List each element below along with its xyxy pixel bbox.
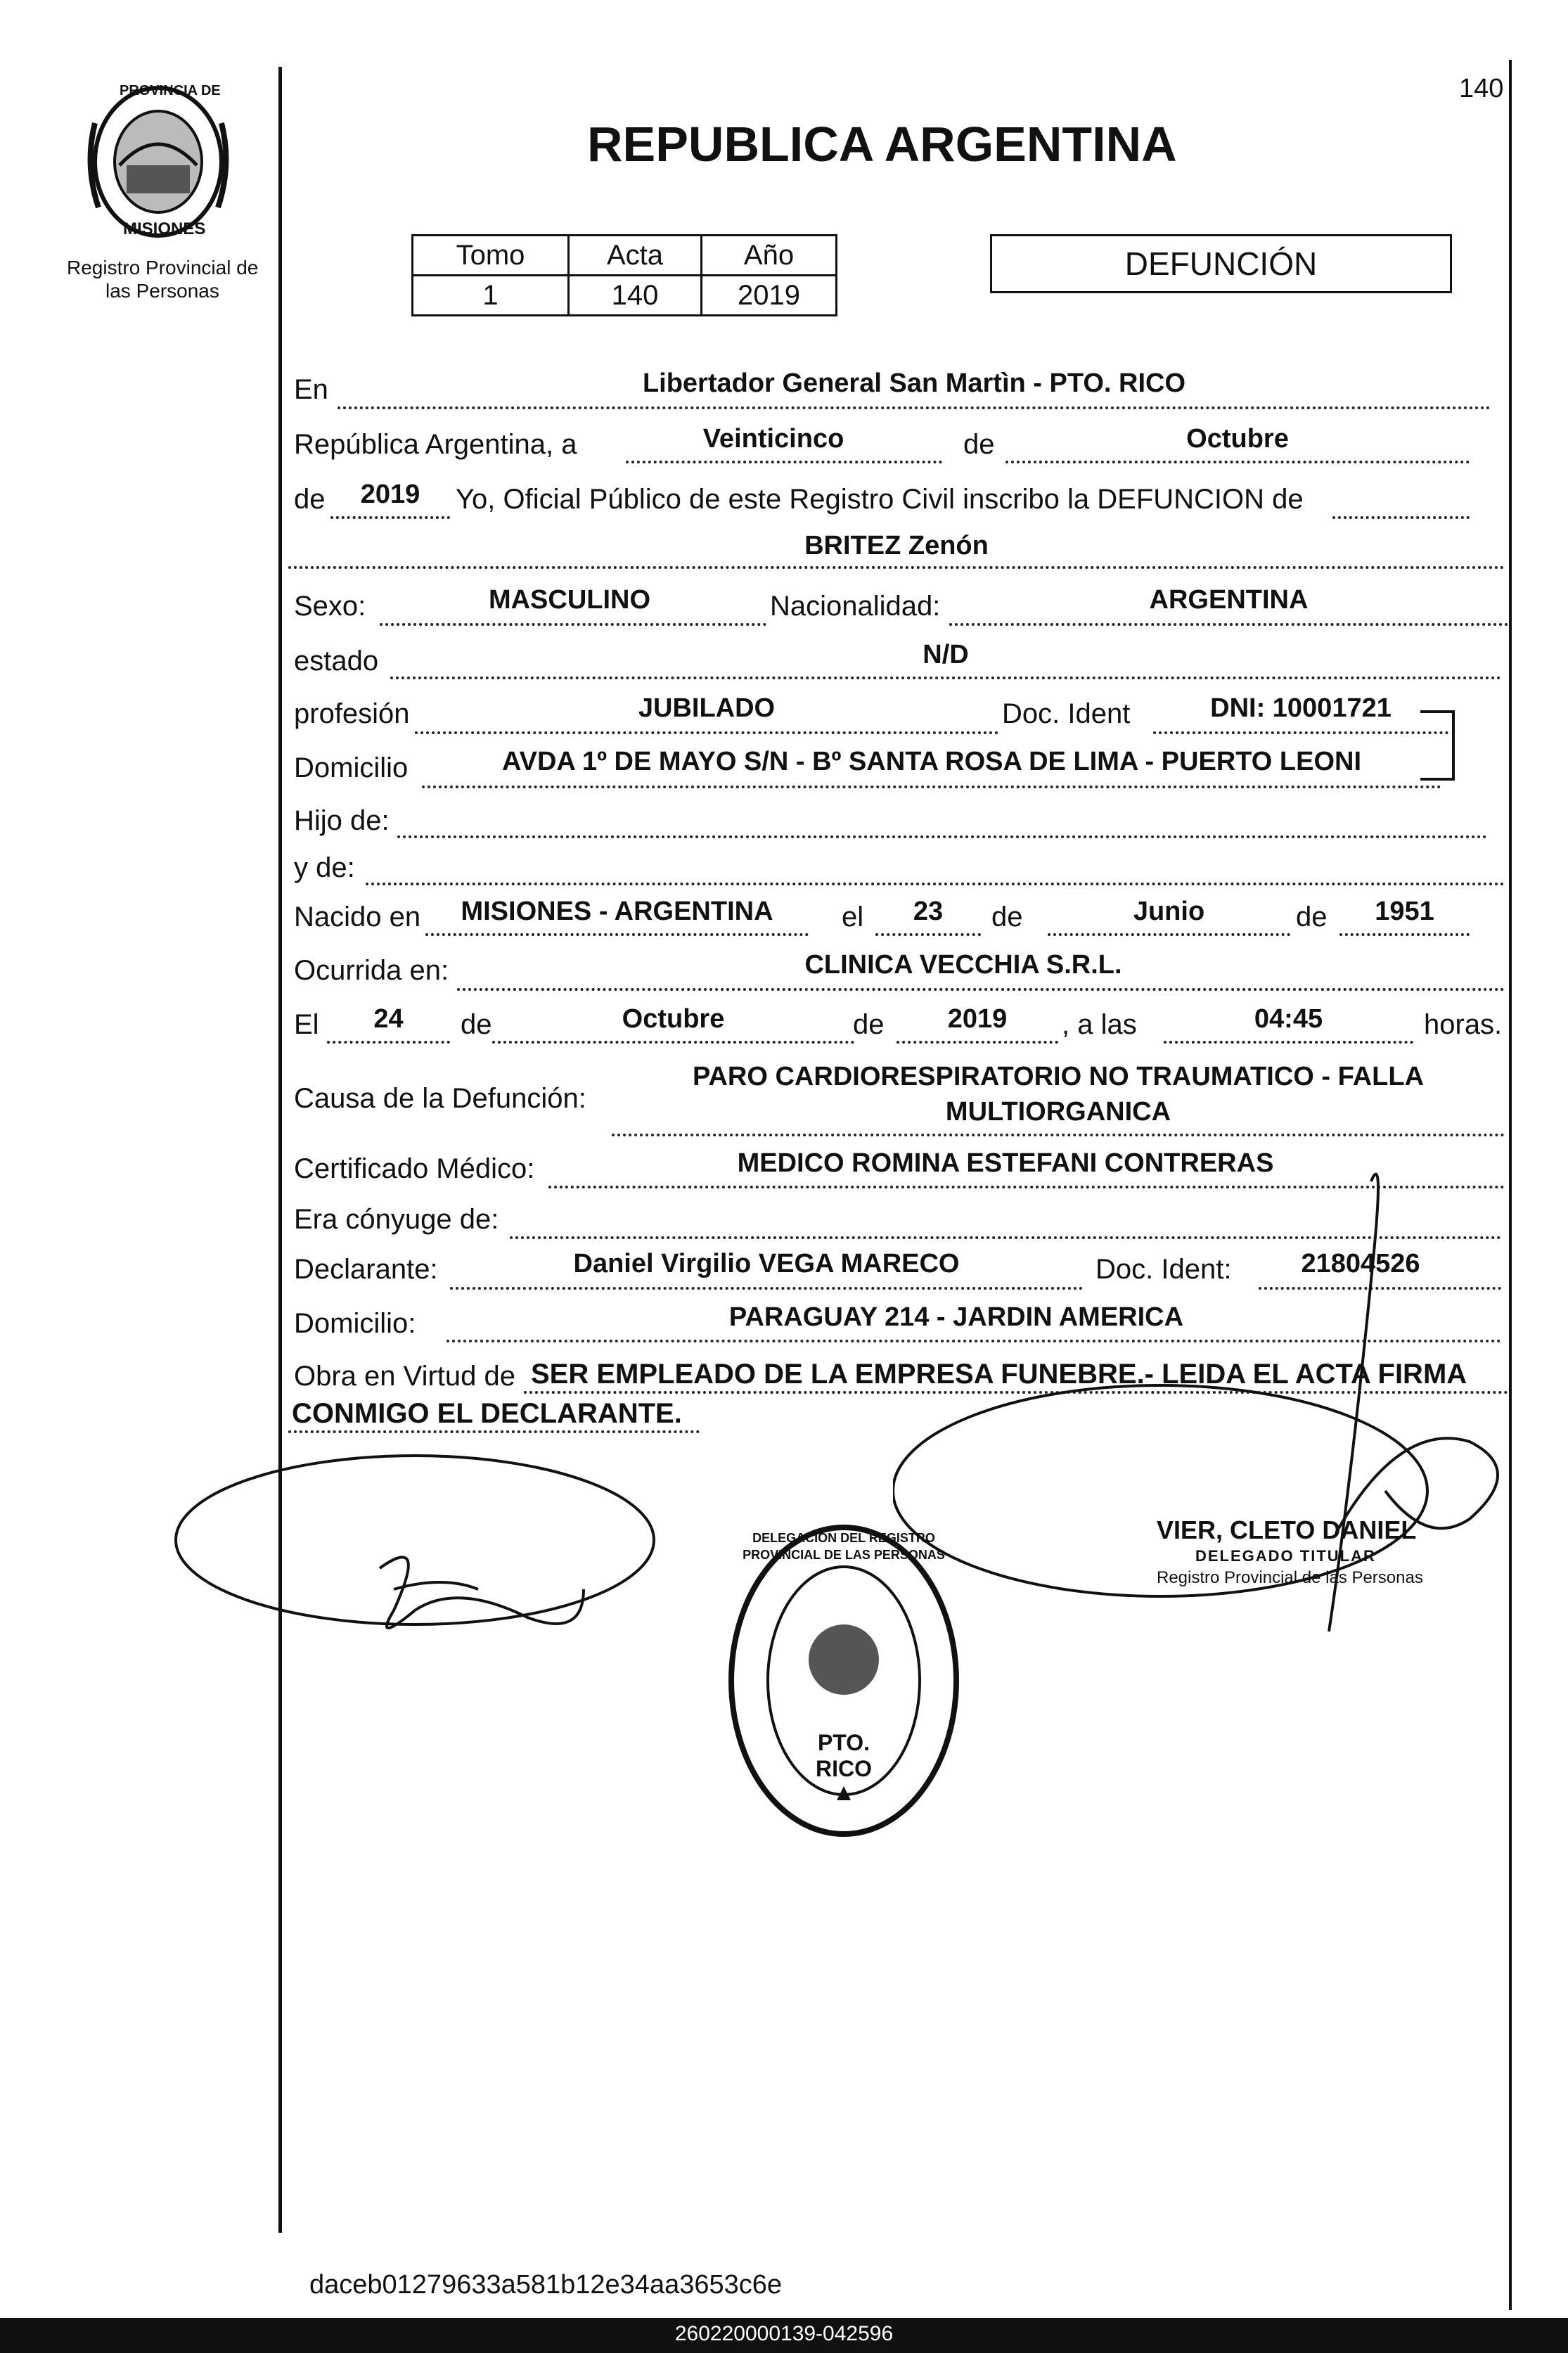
document-hash: daceb01279633a581b12e34aa3653c6e [309,2270,783,2300]
def-dia-value: 24 [373,1004,404,1034]
domicilio-label: Domicilio [294,752,409,783]
year-line [330,516,450,519]
nacido-lugar-value: MISIONES - ARGENTINA [461,897,773,926]
sexo-label: Sexo: [294,591,366,622]
a-las-label: , a las [1062,1009,1137,1040]
y-de-label: y de: [294,852,355,883]
record-type-box: DEFUNCIÓN [990,234,1452,293]
nac-anio-value: 1951 [1375,897,1434,926]
year-value: 2019 [360,480,420,509]
causa-line [612,1134,1505,1136]
table-header-acta: Acta [567,234,702,276]
declarante-label: Declarante: [294,1254,438,1285]
ocurrida-value: CLINICA VECCHIA S.R.L. [804,950,1122,980]
causa-line1-value: PARO CARDIORESPIRATORIO NO TRAUMATICO - FALLA [692,1062,1425,1091]
estado-value: N/D [923,640,969,669]
registry-name-line1: Registro Provincial de [67,257,259,278]
table-header-anio: Año [700,234,837,276]
day-words-value: Veinticinco [702,424,844,454]
el-label: el [842,902,864,932]
page-title: REPUBLICA ARGENTINA [587,117,1177,172]
certificado-value: MEDICO ROMINA ESTEFANI CONTRERAS [737,1148,1274,1178]
province-seal-icon [77,81,239,243]
table-value-acta: 140 [567,274,702,316]
deceased-line [288,566,1505,569]
stamp-center-text: PTO. RICO [816,1730,872,1781]
estado-line [390,677,1501,679]
table-value-anio: 2019 [700,274,837,316]
month-value: Octubre [1186,424,1289,454]
doc-value: DNI: 10001721 [1210,693,1392,723]
hora-line [1164,1041,1413,1044]
causa-label: Causa de la Defunción: [294,1083,586,1114]
nacionalidad-label: Nacionalidad: [770,591,941,622]
domicilio2-label: Domicilio: [294,1308,416,1339]
doc-line [1153,731,1448,734]
domicilio-bracket [1420,710,1455,781]
seal-label-top: PROVINCIA DE [120,83,221,98]
nacionalidad-value: ARGENTINA [1149,585,1309,615]
registry-name-line2: las Personas [105,280,219,302]
doc-label: Doc. Ident [1002,698,1131,729]
ocurrida-line [457,988,1505,991]
obra-line2-value: CONMIGO EL DECLARANTE. [292,1398,682,1429]
def-anio-line [897,1041,1058,1044]
certificado-label: Certificado Médico: [294,1153,535,1184]
signatory-title: DELEGADO TITULAR [1195,1547,1376,1565]
deceased-name-value: BRITEZ Zenón [804,531,989,560]
estado-label: estado [294,646,379,677]
y-de-line [366,883,1505,885]
sexo-value: MASCULINO [488,585,651,615]
barcode-id: 260220000139-042596 [674,2322,894,2345]
hora-value: 04:45 [1254,1004,1323,1034]
el2-label: El [294,1009,319,1040]
ocurrida-label: Ocurrida en: [294,955,449,986]
doc2-value: 21804526 [1301,1249,1420,1278]
profesion-label: profesión [294,698,410,729]
nac-dia-value: 23 [913,897,944,926]
nacido-lugar-line [425,933,809,936]
nac-dia-line [875,933,981,936]
de-label-4: de [461,1009,492,1040]
def-dia-line [327,1041,450,1044]
nac-anio-line [1339,933,1470,936]
causa-line2-value: MULTIORGANICA [945,1097,1171,1127]
signatory-org: Registro Provincial de las Personas [1157,1568,1423,1587]
republica-label: República Argentina, a [294,429,577,460]
de-label-5: de [853,1009,885,1040]
sexo-line [380,623,766,626]
def-anio-value: 2019 [947,1004,1008,1034]
nacido-label: Nacido en [294,902,421,932]
yo-text: Yo, Oficial Público de este Registro Civil inscribo la DEFUNCION de [456,484,1304,515]
defuncion-line [1332,516,1470,519]
signatory-name: VIER, CLETO DANIEL [1157,1515,1417,1544]
left-margin-rule [278,67,282,2233]
def-mes-line [492,1041,854,1044]
doc2-label: Doc. Ident: [1095,1254,1232,1285]
horas-label: horas. [1424,1009,1503,1040]
domicilio-value: AVDA 1º DE MAYO S/N - Bº SANTA ROSA DE LIMA - PUERTO LEONI [501,747,1362,776]
domicilio-line [422,786,1441,788]
place-line [338,406,1491,409]
table-header-tomo: Tomo [411,234,570,276]
nac-mes-value: Junio [1133,897,1205,926]
nac-mes-line [1048,933,1290,936]
domicilio2-value: PARAGUAY 214 - JARDIN AMERICA [728,1302,1184,1332]
de-label-3: de [1296,902,1328,932]
seal-label-bottom: MISIONES [123,219,206,238]
month-line [1005,461,1470,463]
de-label-2: de [991,902,1023,932]
obra-label: Obra en Virtud de [294,1361,516,1392]
obra-line1-value: SER EMPLEADO DE LA EMPRESA FUNEBRE.- LEIDA EL ACTA FIRMA [531,1359,1467,1390]
stamp-ring-text: DELEGACION DEL REGISTRO PROVINCIAL DE LAS PERSONAS [743,1531,945,1562]
declarante-value: Daniel Virgilio VEGA MARECO [573,1249,960,1278]
def-mes-value: Octubre [622,1004,725,1034]
de-label: de [963,429,995,460]
profesion-value: JUBILADO [638,693,776,723]
year-prefix-label: de [294,484,326,515]
hijo-label: Hijo de: [294,805,390,836]
place-value: Libertador General San Martìn - PTO. RICO [642,368,1186,398]
page-number: 140 [1459,74,1504,103]
nacionalidad-line [949,623,1508,626]
profesion-line [415,731,998,734]
en-label: En [294,374,328,405]
table-value-tomo: 1 [411,274,570,316]
declarant-signature-icon [162,1428,668,1653]
conyuge-label: Era cónyuge de: [294,1204,499,1235]
hijo-line [397,835,1487,838]
day-line [626,461,942,463]
registry-stamp-icon [724,1519,963,1842]
